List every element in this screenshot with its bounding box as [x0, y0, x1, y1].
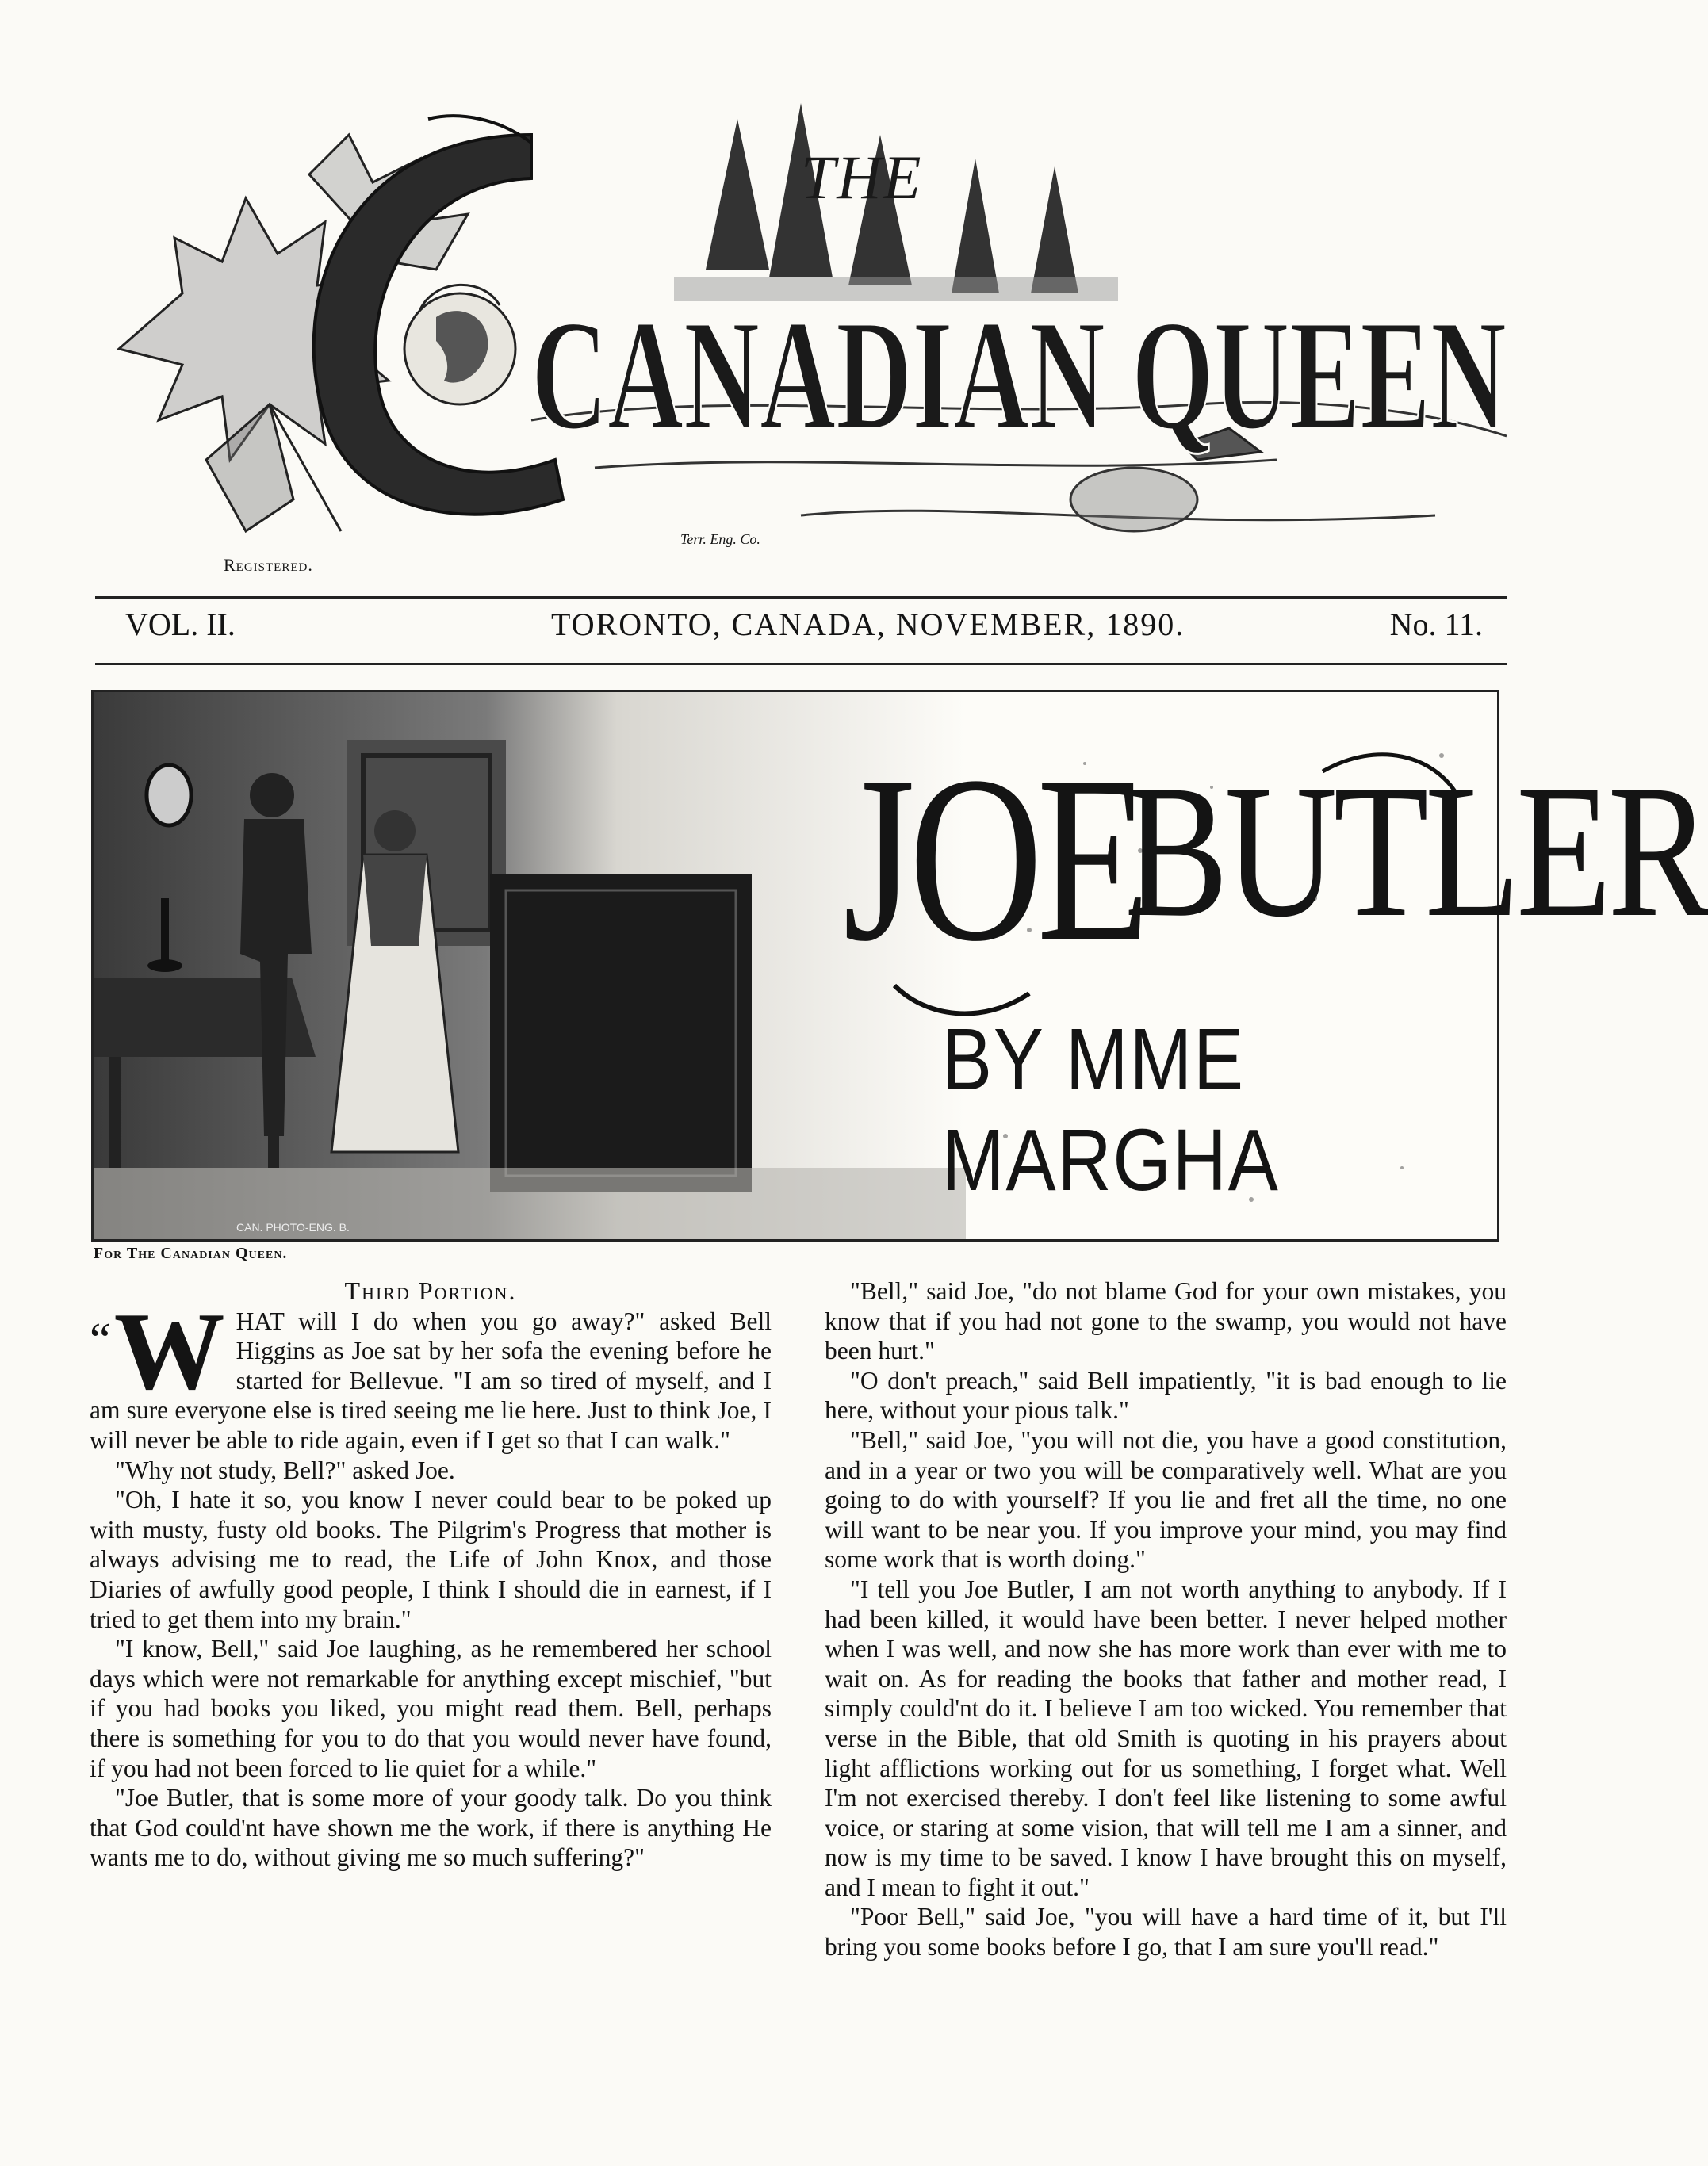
wall-plate-icon [147, 765, 191, 825]
paragraph: "Bell," said Joe, "do not blame God for your own mistakes, you know that if you had not gone to the swamp, you would not have been hurt." [825, 1277, 1507, 1365]
dateline-rule-bottom [95, 663, 1507, 665]
right-column [825, 1276, 1507, 1962]
masthead-illustration [87, 87, 1522, 587]
drop-cap: W [113, 1289, 225, 1413]
photo-credit: CAN. PHOTO-ENG. B. [236, 1221, 350, 1234]
dateline [95, 606, 1507, 653]
story-title-butler: BUTLER [1124, 745, 1708, 956]
masthead-title-main: CANADIAN QUEEN [531, 288, 1507, 463]
story-title-joe: JOE [843, 727, 1144, 990]
paragraph: "O don't preach," said Bell impatiently, "it is bad enough to lie here, without your pious talk." [825, 1366, 1507, 1425]
cabinet-icon [490, 874, 752, 1192]
section-heading: Third Portion. [344, 1276, 517, 1305]
story-byline: BY MME MARGHA [942, 1011, 1280, 1209]
illustration-credit: For The Canadian Queen. [94, 1245, 288, 1262]
paragraph: "I tell you Joe Butler, I am not worth anything to anybody. If I had been killed, it would have been better. I never helped mother when I was well, and now she has more work than ever with me to wait on. As for reading the books that father and mother read, I simply could'nt do it. I believe I am too wicked. You remember that verse in the Bible, that old Smith is quoting in his prayers about light afflictions working out for us something, I forget what. Well I'm not exercised thereby. I don't feel like listening to some awful voice, or staring at some vision, that will tell me I am a sinner, and now is my time to be saved. I know I have brought this on myself, and I mean to fight it out." [825, 1575, 1507, 1901]
paragraph: "Oh, I hate it so, you know I never could bear to be poked up with musty, fusty old books. The Pilgrim's Progress that mother is always advising me to read, the Life of John Knox, and those Diaries of awfully good people, I think I should die in earnest, if I tried to get them into my brain." [90, 1486, 772, 1633]
registered-mark: Registered. [224, 555, 313, 575]
engraver-credit: Terr. Eng. Co. [680, 531, 760, 547]
queen-portrait-icon [404, 285, 515, 404]
paragraph: HAT will I do when you go away?" asked Bell Higgins as Joe sat by her sofa the evening before he started for Bellevue. "I am so tired of myself, and I am sure everyone else is tired seeing me lie here. Just to think Joe, I will never be able to ride again, even if I get so that I can walk." [90, 1307, 772, 1454]
left-column [90, 1276, 772, 1873]
volume-label: VOL. II. [125, 607, 236, 642]
paragraph: "Poor Bell," said Joe, "you will have a hard time of it, but I'll bring you some books before I go, that I am sure you'll read." [825, 1903, 1507, 1961]
dateline-rule-top [95, 596, 1507, 599]
story-banner [91, 690, 1708, 1242]
paragraph: "Joe Butler, that is some more of your goody talk. Do you think that God could'nt have shown me the work, if there is anything He wants me to do, without giving me so much suffering?" [90, 1784, 772, 1872]
paragraph: "Why not study, Bell?" asked Joe. [115, 1456, 455, 1484]
issue-number: No. 11. [1389, 607, 1483, 642]
paragraph: "Bell," said Joe, "you will not die, you have a good constitution, and in a year or two you will be comparatively well. What are you going to do with yourself? If you lie and fret all the time, no one will want to be near you. If you improve your mind, you may find some work that is worth doing." [825, 1426, 1507, 1574]
place-date: TORONTO, CANADA, NOVEMBER, 1890. [551, 607, 1185, 642]
open-quote-icon: “ [90, 1313, 111, 1366]
masthead-title-the: THE [801, 143, 923, 212]
paragraph: "I know, Bell," said Joe laughing, as he remembered her school days which were not remarkable for anything except mischief, "but if you had books you liked, you might read them. Bell, perhaps there is something for you to do that you would never have found, if you had not been forced to lie quiet for a while." [90, 1635, 772, 1782]
masthead [87, 87, 1522, 587]
